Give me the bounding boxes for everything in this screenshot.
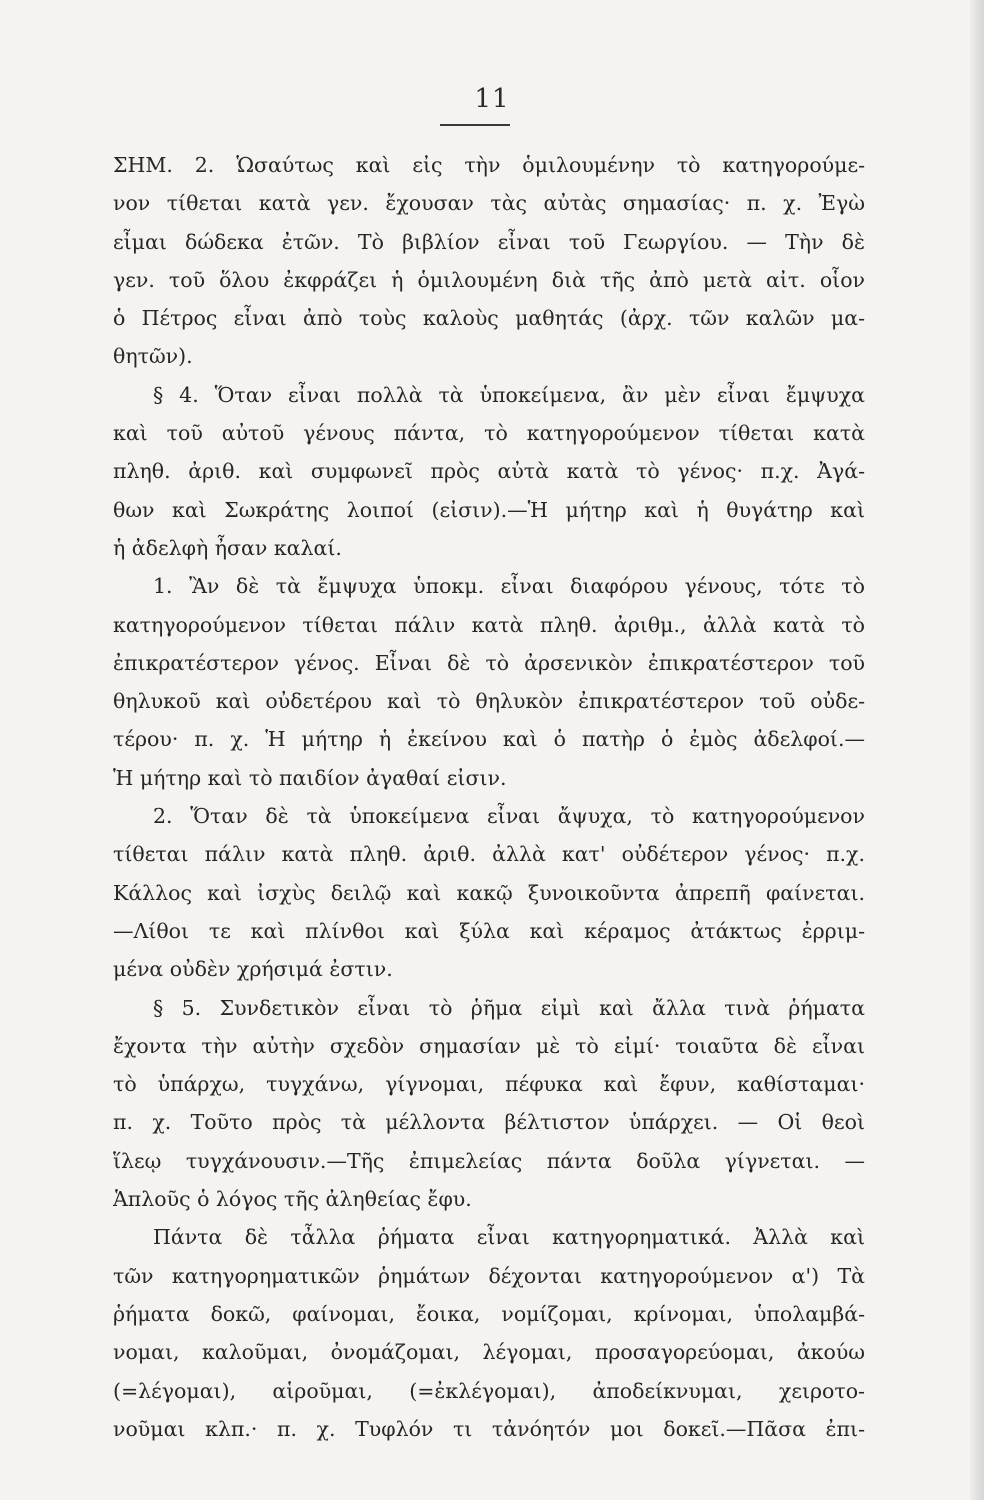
text-line: § 4. Ὅταν εἶναι πολλὰ τὰ ὑποκείμενα, ἂν μὲν εἶναι ἔμψυχα — [153, 382, 865, 407]
text-line: —Λίθοι τε καὶ πλίνθοι καὶ ξύλα καὶ κέραμος ἀτάκτως ἐρριμ- — [113, 918, 865, 943]
body-text — [113, 146, 865, 1448]
text-line: νον τίθεται κατὰ γεν. ἔχουσαν τὰς αὐτὰς σημασίας· π. χ. Ἐγὼ — [113, 191, 865, 216]
text-line: γεν. τοῦ ὅλου ἐκφράζει ἡ ὁμιλουμένη διὰ τῆς ἀπὸ μετὰ αἰτ. οἷον — [113, 267, 865, 292]
text-line: (=λέγομαι), αἱροῦμαι, (=ἐκλέγομαι), ἀποδείκνυμαι, χειροτο- — [113, 1378, 865, 1403]
page-number-rule — [440, 124, 510, 126]
text-line: § 5. Συνδετικὸν εἶναι τὸ ῥῆμα εἰμὶ καὶ ἄλλα τινὰ ῥήματα — [153, 995, 865, 1020]
text-line: ὁ Πέτρος εἶναι ἀπὸ τοὺς καλοὺς μαθητάς (ἀρχ. τῶν καλῶν μα- — [113, 306, 865, 331]
text-line: τέρου· π. χ. Ἡ μήτηρ ἡ ἐκείνου καὶ ὁ πατὴρ ὁ ἐμὸς ἀδελφοί.— — [113, 727, 865, 752]
text-line: μένα οὐδὲν χρήσιμά ἐστιν. — [113, 957, 393, 982]
text-line: θηλυκοῦ καὶ οὐδετέρου καὶ τὸ θηλυκὸν ἐπικρατέστερον τοῦ οὐδε- — [113, 689, 865, 714]
text-line: τῶν κατηγορηματικῶν ῥημάτων δέχονται κατηγορούμενον α') Τὰ — [113, 1263, 865, 1288]
text-line: τίθεται πάλιν κατὰ πληθ. ἀριθ. ἀλλὰ κατ' οὐδέτερον γένος· π.χ. — [113, 842, 865, 867]
page-number: 11 — [474, 84, 510, 114]
page-edge-shadow — [970, 0, 984, 1500]
text-line: π. χ. Τοῦτο πρὸς τὰ μέλλοντα βέλτιστον ὑπάρχει. — Οἱ θεοὶ — [113, 1110, 865, 1135]
text-line: Πάντα δὲ τἆλλα ῥήματα εἶναι κατηγορηματικά. Ἀλλὰ καὶ — [153, 1225, 865, 1250]
text-line: κατηγορούμενον τίθεται πάλιν κατὰ πληθ. ἀριθμ., ἀλλὰ κατὰ τὸ — [113, 612, 865, 637]
text-line: Κάλλος καὶ ἰσχὺς δειλῷ καὶ κακῷ ξυνοικοῦντα ἀπρεπῆ φαίνεται. — [113, 880, 865, 905]
text-line: ῥήματα δοκῶ, φαίνομαι, ἔοικα, νομίζομαι, κρίνομαι, ὑπολαμβά- — [113, 1301, 865, 1326]
text-line: Ἁπλοῦς ὁ λόγος τῆς ἀληθείας ἔφυ. — [113, 1187, 472, 1212]
text-line: Ἡ μήτηρ καὶ τὸ παιδίον ἀγαθαί εἰσιν. — [113, 765, 507, 790]
text-line: ἡ ἀδελφὴ ἦσαν καλαί. — [113, 535, 342, 560]
text-line: νομαι, καλοῦμαι, ὀνομάζομαι, λέγομαι, προσαγορεύομαι, ἀκούω — [113, 1340, 865, 1365]
text-line: θητῶν). — [113, 344, 193, 369]
text-line: εἶμαι δώδεκα ἐτῶν. Τὸ βιβλίον εἶναι τοῦ Γεωργίου. — Τὴν δὲ — [113, 229, 865, 254]
text-line: νοῦμαι κλπ.· π. χ. Τυφλόν τι τἀνόητόν μοι δοκεῖ.—Πᾶσα ἐπι- — [113, 1416, 865, 1441]
text-line: 1. Ἂν δὲ τὰ ἔμψυχα ὑποκμ. εἶναι διαφόρου γένους, τότε τὸ — [153, 574, 865, 599]
text-line: ἐπικρατέστερον γένος. Εἶναι δὲ τὸ ἀρσενικὸν ἐπικρατέστερον τοῦ — [113, 650, 865, 675]
text-line: τὸ ὑπάρχω, τυγχάνω, γίγνομαι, πέφυκα καὶ ἔφυν, καθίσταμαι· — [113, 1072, 865, 1097]
text-line: 2. Ὅταν δὲ τὰ ὑποκείμενα εἶναι ἄψυχα, τὸ κατηγορούμενον — [153, 804, 865, 829]
text-line: ἔχοντα τὴν αὐτὴν σχεδὸν σημασίαν μὲ τὸ εἰμί· τοιαῦτα δὲ εἶναι — [113, 1033, 865, 1058]
text-line: θων καὶ Σωκράτης λοιποί (εἰσιν).—Ἡ μήτηρ καὶ ἡ θυγάτηρ καὶ — [113, 497, 865, 522]
text-line: ΣΗΜ. 2. Ὡσαύτως καὶ εἰς τὴν ὁμιλουμένην τὸ κατηγορούμε- — [113, 153, 865, 177]
text-line: πληθ. ἀριθ. καὶ συμφωνεῖ πρὸς αὐτὰ κατὰ τὸ γένος· π.χ. Ἀγά- — [113, 459, 865, 484]
text-line: καὶ τοῦ αὐτοῦ γένους πάντα, τὸ κατηγορούμενον τίθεται κατὰ — [113, 421, 865, 446]
text-line: ἵλεῳ τυγχάνουσιν.—Τῆς ἐπιμελείας πάντα δοῦλα γίγνεται. — — [113, 1148, 865, 1173]
